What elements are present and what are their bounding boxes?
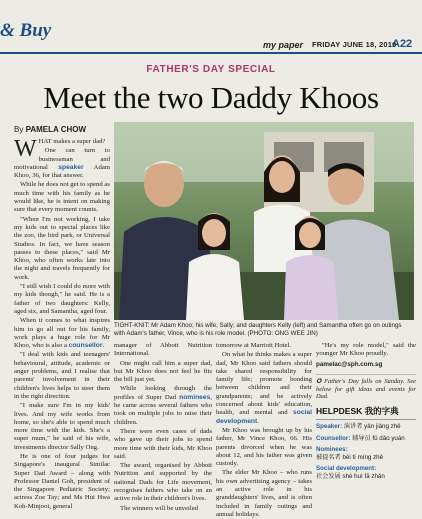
paragraph: While he does not get to spend as much time with his family as he would like, he is intent on making sure that every moment counts.	[14, 181, 110, 214]
paragraph: "I deal with kids and teenagers' behavioural, attitude, academic or anger problems, and I realise that parents' involvement in their children's lives helps to steer them in the right direction.	[14, 351, 110, 400]
fathers-day-note: ✪ Father's Day falls on Sunday. See below for gift ideas and events for Dad.	[316, 374, 416, 401]
paragraph: The winners will be unveiled	[120, 504, 199, 512]
paragraph: There were even cases of dads who gave up their jobs to spend more time with their kids, Mr Khoo said.	[114, 427, 212, 460]
headline: Meet the two Daddy Khoos	[43, 80, 379, 115]
byline-prefix: By	[14, 125, 24, 134]
glossary-term-nominees: nominees	[179, 393, 211, 401]
section-title: & Buy	[0, 20, 52, 41]
paragraph: "I still wish I could do more with my kids though," he said. He is a father of two daughters: Kelly, aged six, and Samantha, aged four.	[14, 283, 110, 315]
byline-name: PAMELA CHOW	[25, 125, 87, 134]
article-column-2	[114, 342, 212, 512]
helpdesk-row: Social development: 社会发展 shè huì fā zhǎn	[316, 465, 385, 480]
family-photo	[114, 122, 414, 320]
masthead	[0, 0, 422, 50]
paragraph: Mr Khoo was brought up by his father, Mr Vince Khoo, 66. His parents divorced when he was about 12, and his father was given custody.	[216, 426, 312, 468]
helpdesk-row: Counsellor: 辅导员 fǔ dǎo yuán	[316, 434, 405, 442]
paragraph: "I make sure I'm in my kids' lives. And my wife works from home, so she's able to spend much more time with the kids. She's a super mum," he said of his wife, investments director Sally Ong.	[14, 402, 110, 451]
paragraph: He is one of four judges for Singapore's inaugural Similac Super Dad Award – along with Professor Daniel Goh, president of the Singapore Pediatric Society; actress Zoe Tay; and Ms Hui Hwa Koh-Minjoot, general	[14, 452, 110, 510]
helpdesk-title: HELPDESK 我的字典	[316, 405, 416, 420]
page-number: A22	[392, 38, 413, 50]
note-icon: ✪	[316, 377, 325, 385]
byline	[14, 125, 86, 134]
paragraph: While looking through the profiles of Super Dad nominees, he came across several fathers who took on multiple jobs to raise their children.	[114, 385, 212, 426]
paragraph: The award, organised by Abbott Nutrition and supported by the national Dads for Life movement, recognises fathers who take on an active role in their children's lives.	[114, 462, 212, 503]
article-column-3	[216, 342, 312, 518]
helpdesk-box	[316, 405, 416, 484]
paragraph: The elder Mr Khoo – who runs his own advertising agency – takes an active role in his granddaughters' lives, and is often included in family outings and annual holidays.	[216, 469, 312, 518]
paragraph: On what he thinks makes a super dad, Mr Khoo said fathers should take shared responsibility for family life; promote bonding between children and their grandparents; and be actively concerned about kids' education, health, and mental and social development.	[216, 351, 312, 425]
paragraph: "He's my role model," said the younger Mr Khoo proudly.	[316, 342, 416, 358]
paragraph: manager of Abbott Nutrition International.	[114, 342, 212, 358]
masthead-rule	[0, 52, 422, 54]
paragraph: One might call him a super dad, but Mr Khoo does not feel he fits the bill just yet.	[114, 359, 212, 384]
glossary-term-speaker: speaker	[58, 163, 84, 171]
photo-caption: TIGHT-KNIT: Mr Adam Khoo; his wife, Sally; and daughters Kelly (left) and Samantha often go on outings with Adam's father, Vince, who is his role model. (PHOTO: ONG WEE JIN)	[114, 322, 402, 337]
paragraph: tomorrow at Marriott Hotel.	[216, 342, 292, 349]
author-email: pamelac@sph.com.sg	[316, 360, 383, 368]
paragraph: One can turn to businessman and motivational speaker Adam Khoo, 36, for that answer.	[14, 147, 110, 180]
paragraph: "When I'm not working, I take my kids out to special places like the zoo, the bird park, or Universal Studios. In fact, we have season passes to these places," said Mr Khoo, who often works late into the night and travels frequently for work.	[14, 215, 110, 281]
glossary-term-counsellor: counsellor	[68, 342, 103, 350]
drop-cap: W	[14, 136, 37, 162]
paragraph: When it comes to what inspires him to go all out for his family, work plays a huge role for Mr Khoo, who is also a counsellor.	[14, 317, 110, 350]
issue-date: FRIDAY JUNE 18, 2010	[312, 40, 397, 49]
article-column-1	[14, 136, 110, 510]
family-photo-image	[114, 122, 414, 320]
lead-paragraph: WHAT makes a super dad?	[14, 136, 106, 162]
brand-logo: my paper	[263, 40, 304, 50]
helpdesk-row: Nominees: 被提名者 bèi tí míng zhě	[316, 446, 384, 461]
helpdesk-row: Speaker: 演讲者 yǎn jiǎng zhě	[316, 423, 401, 430]
glossary-term-social-development: social development	[216, 409, 312, 425]
kicker: FATHER'S DAY SPECIAL	[146, 64, 276, 75]
